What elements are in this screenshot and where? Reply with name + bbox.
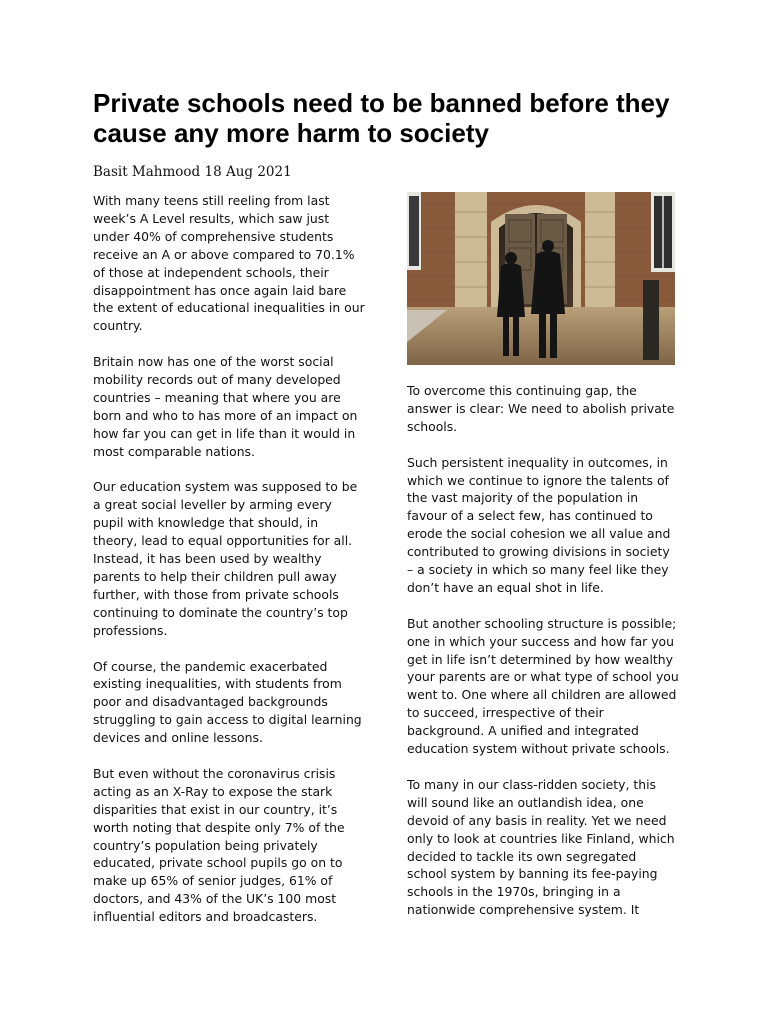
paragraph: But even without the coronavirus crisis acting as an X-Ray to expose the stark disparities that exist in our country, it’s worth noting that despite only 7% of the country’s population being privately educated, private school pupils go on to make up 65% of senior judges, 61% of doctors, and 43% of the UK’s 100 most influential editors and broadcasters. (93, 765, 345, 925)
paragraph: Of course, the pandemic exacerbated existing inequalities, with students from poor and disadvantaged backgrounds struggling to gain access to digital learning devices and online lessons. (93, 658, 362, 746)
paragraph: With many teens still reeling from last week’s A Level results, which saw just under 40% of comprehensive students receive an A or above compared to 70.1% of those at independent schools, their disappointment has once again laid bare the extent of educational inequalities in our country. (93, 193, 365, 334)
left-column (93, 192, 365, 944)
paragraph: To overcome this continuing gap, the answer is clear: We need to abolish private schools. (407, 383, 675, 434)
paragraph: Our education system was supposed to be a great social leveller by arming every pupil with knowledge that should, in theory, lead to equal opportunities for all. Instead, it has been used by wealthy parents to help their children pull away further, with those from private schools continuing to dominate the country’s top professions. (93, 479, 358, 638)
paragraph: But another schooling structure is possible; one in which your success and how far you get in life isn’t determined by how wealthy your parents are or what type of school you went to. One where all children are allowed to succeed, irrespective of their background. A unified and integrated education system without private schools. (407, 615, 679, 757)
school-photo (407, 192, 675, 365)
school-courtyard-illustration (407, 192, 675, 365)
article-byline: Basit Mahmood 18 Aug 2021 (93, 164, 292, 180)
right-column (407, 382, 679, 937)
paragraph: To many in our class-ridden society, this will sound like an outlandish idea, one devoid of any basis in reality. Yet we need only to look at countries like Finland, which decided to tackle its own segregated school system by banning its fee-paying schools in the 1970s, bringing in a nationwide comprehensive system. It (407, 776, 675, 918)
paragraph: Britain now has one of the worst social mobility records out of many developed countries – meaning that where you are born and who to has more of an impact on how far you can get in life than it would in most comparable nations. (93, 354, 358, 459)
article-title: Private schools need to be banned before they cause any more harm to society (93, 88, 670, 148)
paragraph: Such persistent inequality in outcomes, in which we continue to ignore the talents of the vast majority of the population in favour of a select few, has continued to erode the social cohesion we all value and contributed to growing divisions in society – a society in which so many feel like they don’t have an equal shot in life. (407, 454, 671, 595)
